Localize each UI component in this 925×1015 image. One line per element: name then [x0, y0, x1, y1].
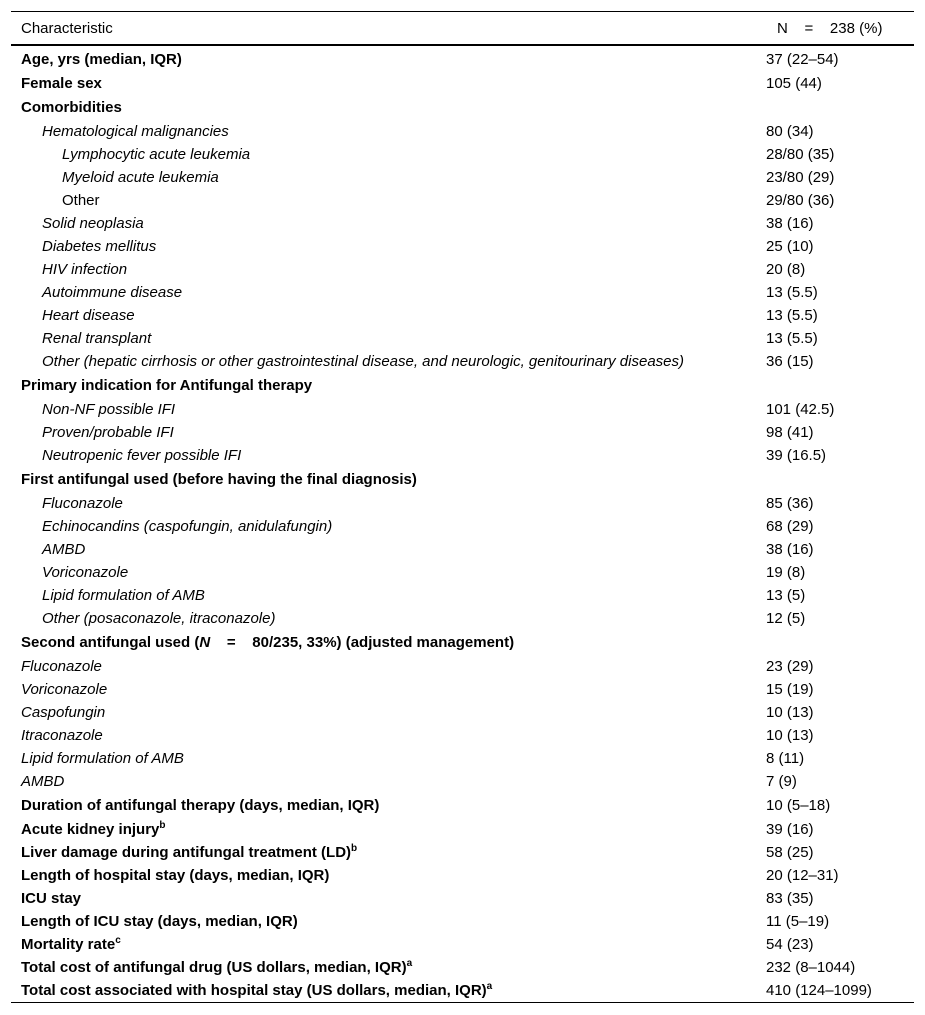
table-row: Voriconazole 19 (8)	[42, 564, 806, 581]
header-n: N = 238 (%)	[777, 20, 883, 37]
table-row: Renal transplant 13 (5.5)	[42, 330, 818, 347]
table-row: Comorbidities	[21, 99, 122, 116]
table-header	[11, 12, 914, 46]
table-row: Duration of antifungal therapy (days, median, IQR) 10 (5–18)	[21, 797, 831, 814]
table-row: Other (hepatic cirrhosis or other gastrointestinal disease, and neurologic, genitourinary diseases) 36 (15)	[42, 353, 814, 370]
table-row: Lipid formulation of AMB 13 (5)	[42, 587, 806, 604]
table-row: Total cost of antifungal drug (US dollars, median, IQR)$^a$ 232 (8–1044)	[21, 958, 856, 976]
table-row: Neutropenic fever possible IFI 39 (16.5)	[42, 447, 827, 464]
table-row: First antifungal used (before having the final diagnosis)	[21, 471, 417, 488]
table-row: HIV infection 20 (8)	[42, 261, 806, 278]
table-row: Myeloid acute leukemia 23/80 (29)	[62, 169, 835, 186]
table-bottom-rule	[11, 1002, 914, 1003]
table-row: Voriconazole 15 (19)	[21, 681, 814, 698]
table-row: Length of hospital stay (days, median, IQR) 20 (12–31)	[21, 867, 839, 884]
table-row: Proven/probable IFI 98 (41)	[42, 424, 814, 441]
table-row: Heart disease 13 (5.5)	[42, 307, 818, 324]
table-body	[11, 47, 914, 1002]
table-row: Lymphocytic acute leukemia 28/80 (35)	[62, 146, 835, 163]
table-row: Autoimmune disease 13 (5.5)	[42, 284, 818, 301]
table-row: Age, yrs (median, IQR) 37 (22–54)	[21, 51, 839, 68]
table-row: Total cost associated with hospital stay (US dollars, median, IQR)$^a$ 410 (124–1099)	[21, 981, 872, 999]
table-row: Primary indication for Antifungal therapy	[21, 377, 313, 394]
table-row: Female sex 105 (44)	[21, 75, 822, 92]
table-row: Diabetes mellitus 25 (10)	[42, 238, 814, 255]
table-row: Other 29/80 (36)	[62, 192, 835, 209]
table-row: Other (posaconazole, itraconazole) 12 (5)	[42, 610, 806, 627]
table-row: Acute kidney injury$^b$ 39 (16)	[21, 820, 814, 838]
header-characteristic: Characteristic	[21, 20, 113, 37]
table-row: ICU stay 83 (35)	[21, 890, 814, 907]
table-row: Mortality rate$^c$ 54 (23)	[21, 935, 814, 953]
table-row: Caspofungin 10 (13)	[21, 704, 814, 721]
table-row: Fluconazole 85 (36)	[42, 495, 814, 512]
table-row: Liver damage during antifungal treatment (LD)$^b$ 58 (25)	[21, 843, 814, 861]
table-row: Lipid formulation of AMB 8 (11)	[21, 750, 805, 767]
table-row: Solid neoplasia 38 (16)	[42, 215, 814, 232]
table-row: Non-NF possible IFI 101 (42.5)	[42, 401, 835, 418]
table-row: AMBD 38 (16)	[42, 541, 814, 558]
table-row: Itraconazole 10 (13)	[21, 727, 814, 744]
characteristics-table	[11, 11, 914, 1003]
table-row: Hematological malignancies 80 (34)	[42, 123, 814, 140]
table-row: Echinocandins (caspofungin, anidulafungin) 68 (29)	[42, 518, 814, 535]
second-antifungal-heading: Second antifungal used (N = 80/235, 33%) (adjusted management)	[21, 634, 515, 651]
table-row: Length of ICU stay (days, median, IQR) 11 (5–19)	[21, 913, 830, 930]
table-row	[11, 630, 914, 655]
table-row: AMBD 7 (9)	[21, 773, 797, 790]
table-row: Fluconazole 23 (29)	[21, 658, 814, 675]
